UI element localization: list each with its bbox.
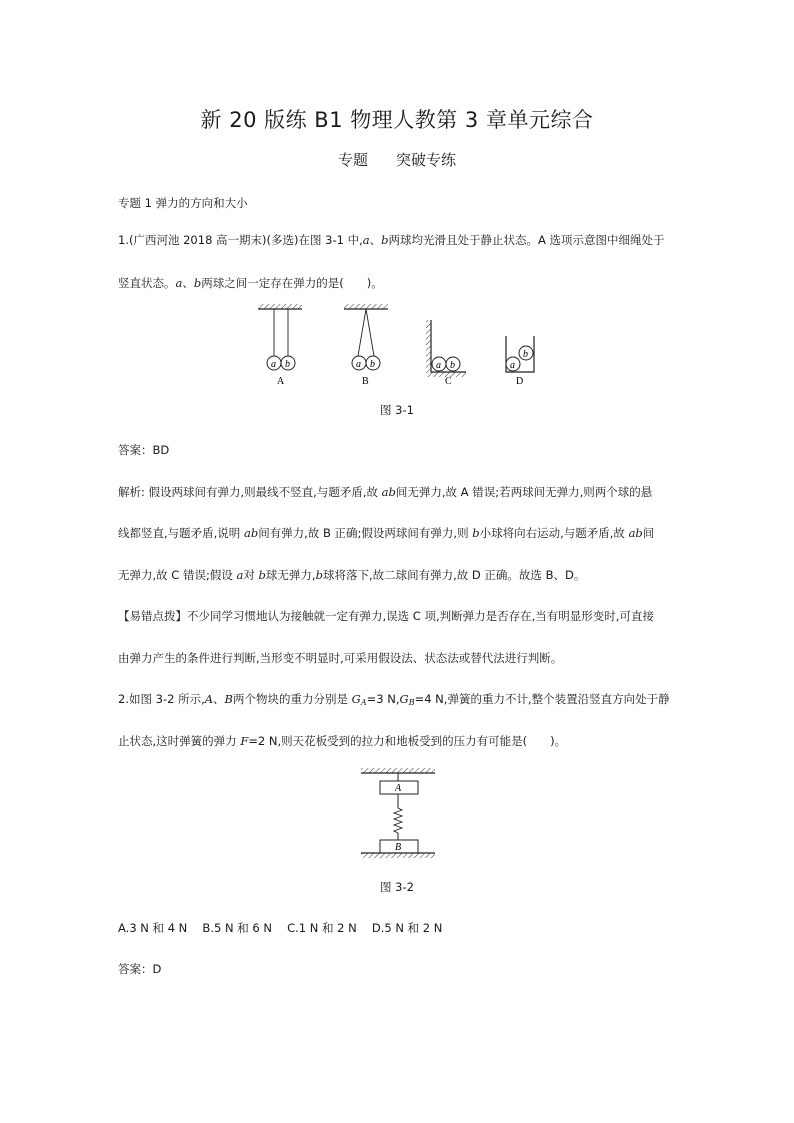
q1-tip-line1: 【易错点拨】不少同学习惯地认为接触就一定有弹力,误选 C 项,判断弹力是否存在,当有明显形变时,可直接	[118, 609, 654, 623]
label-c: C	[445, 376, 452, 387]
svg-text:B: B	[395, 842, 402, 853]
q1-analysis-line1: 解析: 假设两球间有弹力,则最线不竖直,与题矛盾,故 ab间无弹力,故 A 错误;若两球间无弹力,则两个球的悬	[118, 485, 653, 499]
diagram-d	[506, 336, 534, 387]
svg-text:a: a	[436, 360, 441, 371]
q2-line1: 2.如图 3-2 所示,A、B两个物块的重力分别是 $G_A=3$ $N,G_B=4$ N,弹簧的重力不计,整个装置沿竖直方向处于静	[118, 692, 670, 707]
ceiling	[361, 768, 435, 773]
svg-text:a: a	[271, 359, 276, 370]
svg-text:a: a	[356, 359, 361, 370]
q1-analysis-line3: 无弹力,故 C 错误;假设 a对 b球无弹力,b球将落下,故二球间有弹力,故 D 正确。故选 B、D。	[118, 568, 586, 582]
subtitle-part1: 专题	[337, 151, 368, 169]
label-d: D	[516, 376, 524, 387]
q2-line2: 止状态,这时弹簧的弹力 F=2 N,则天花板受到的拉力和地板受到的压力有可能是( )。	[118, 734, 567, 748]
q1-line2: 竖直状态。a、b两球之间一定存在弹力的是( )。	[118, 276, 383, 290]
q2-options: A.3 N 和 4 N B.5 N 和 6 N C.1 N 和 2 N D.5 N 和 2 N	[118, 921, 443, 935]
svg-text:b: b	[285, 359, 290, 370]
svg-text:a: a	[510, 360, 515, 371]
svg-text:b: b	[450, 360, 455, 371]
spring	[394, 808, 402, 833]
svg-text:b: b	[523, 349, 528, 360]
diagram-a	[258, 304, 302, 387]
diagram-b	[344, 304, 388, 387]
label-b: B	[362, 376, 369, 387]
page-subtitle	[0, 149, 794, 170]
page-title: 新 20 版练 B1 物理人教第 3 章单元综合	[200, 108, 594, 132]
topic-heading: 专题 1 弹力的方向和大小	[118, 196, 248, 210]
figure-3-1	[250, 300, 550, 392]
q1-answer: 答案：BD	[118, 443, 170, 457]
label-a: A	[277, 376, 285, 387]
q2-answer: 答案：D	[118, 962, 162, 976]
q1-line1: 1.(广西河池 2018 高一期末)(多选)在图 3-1 中,a、b两球均光滑且处于静止状态。A 选项示意图中细绳处于	[118, 233, 665, 247]
diagram-c	[426, 320, 466, 387]
figure-3-1-caption: 图 3-1	[380, 403, 414, 417]
floor	[361, 853, 435, 858]
svg-text:b: b	[370, 359, 375, 370]
subtitle-part2: 突破专练	[396, 151, 457, 169]
figure-3-2	[355, 764, 445, 860]
q1-tip-line2: 由弹力产生的条件进行判断,当形变不明显时,可采用假设法、状态法或替代法进行判断。	[118, 651, 563, 665]
figure-3-2-caption: 图 3-2	[380, 880, 414, 894]
q1-analysis-line2: 线都竖直,与题矛盾,说明 ab间有弹力,故 B 正确;假设两球间有弹力,则 b小球将向右运动,与题矛盾,故 ab间	[118, 526, 655, 540]
svg-text:A: A	[395, 783, 402, 794]
